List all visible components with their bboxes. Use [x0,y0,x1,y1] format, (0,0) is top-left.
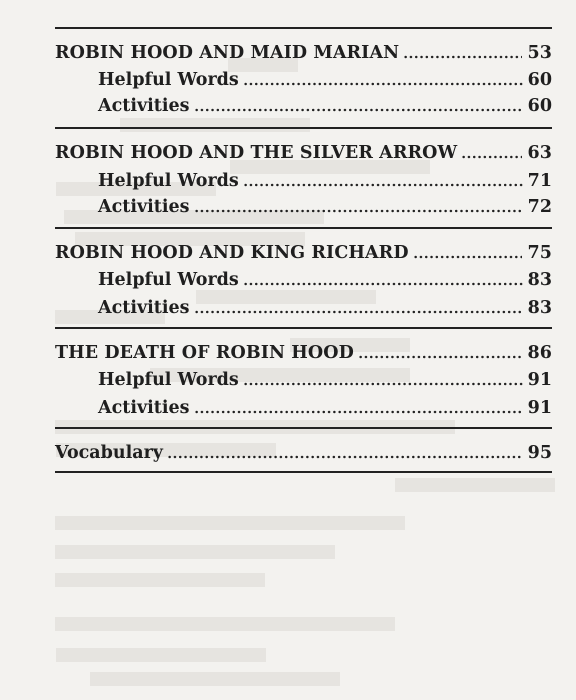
toc-entry-vocabulary[interactable] [55,438,552,464]
entry-title: Activities [98,398,190,418]
page-number: 91 [527,398,552,418]
entry-title: Activities [98,197,190,217]
page-number: 86 [527,343,552,363]
dot-leader [413,255,523,259]
toc-entry-chapter[interactable] [55,38,552,64]
entry-title: Helpful Words [98,70,239,90]
section-divider [55,327,552,329]
entry-title: ROBIN HOOD AND KING RICHARD [55,243,409,263]
entry-title: Helpful Words [98,370,239,390]
page-number: 95 [527,443,552,463]
entry-title: ROBIN HOOD AND THE SILVER ARROW [55,143,458,163]
entry-title: ROBIN HOOD AND MAID MARIAN [55,43,400,63]
section-divider [55,127,552,129]
toc-entry-sub[interactable] [98,192,552,218]
entry-title: Activities [98,96,190,116]
toc-entry-sub[interactable] [98,293,552,319]
dot-leader [358,355,523,359]
dot-leader [167,455,523,459]
page-number: 72 [527,197,552,217]
dot-leader [403,55,522,59]
dot-leader [194,410,523,414]
dot-leader [243,382,523,386]
toc-entry-sub[interactable] [98,365,552,391]
entry-title: Helpful Words [98,171,239,191]
page-number: 83 [527,298,552,318]
section-divider [55,427,552,429]
section-divider [55,227,552,229]
dot-leader [461,155,522,159]
dot-leader [194,209,523,213]
entry-title: Vocabulary [55,443,163,463]
toc-entry-chapter[interactable] [55,138,552,164]
dot-leader [243,282,523,286]
page-number: 75 [527,243,552,263]
page-number: 60 [527,70,552,90]
entry-title: Activities [98,298,190,318]
top-rule [55,27,552,29]
toc-entry-chapter[interactable] [55,238,552,264]
page-number: 83 [527,270,552,290]
dot-leader [243,82,523,86]
dot-leader [194,108,523,112]
toc-entry-chapter[interactable] [55,338,552,364]
toc-entry-sub[interactable] [98,91,552,117]
section-divider [55,471,552,473]
entry-title: THE DEATH OF ROBIN HOOD [55,343,354,363]
toc-entry-sub[interactable] [98,393,552,419]
page-number: 60 [527,96,552,116]
toc-entry-sub[interactable] [98,166,552,192]
toc-entry-sub[interactable] [98,265,552,291]
page-number: 91 [527,370,552,390]
dot-leader [243,183,523,187]
page-number: 63 [527,143,552,163]
page-number: 71 [527,171,552,191]
entry-title: Helpful Words [98,270,239,290]
dot-leader [194,310,523,314]
toc-entry-sub[interactable] [98,65,552,91]
page-number: 53 [527,43,552,63]
